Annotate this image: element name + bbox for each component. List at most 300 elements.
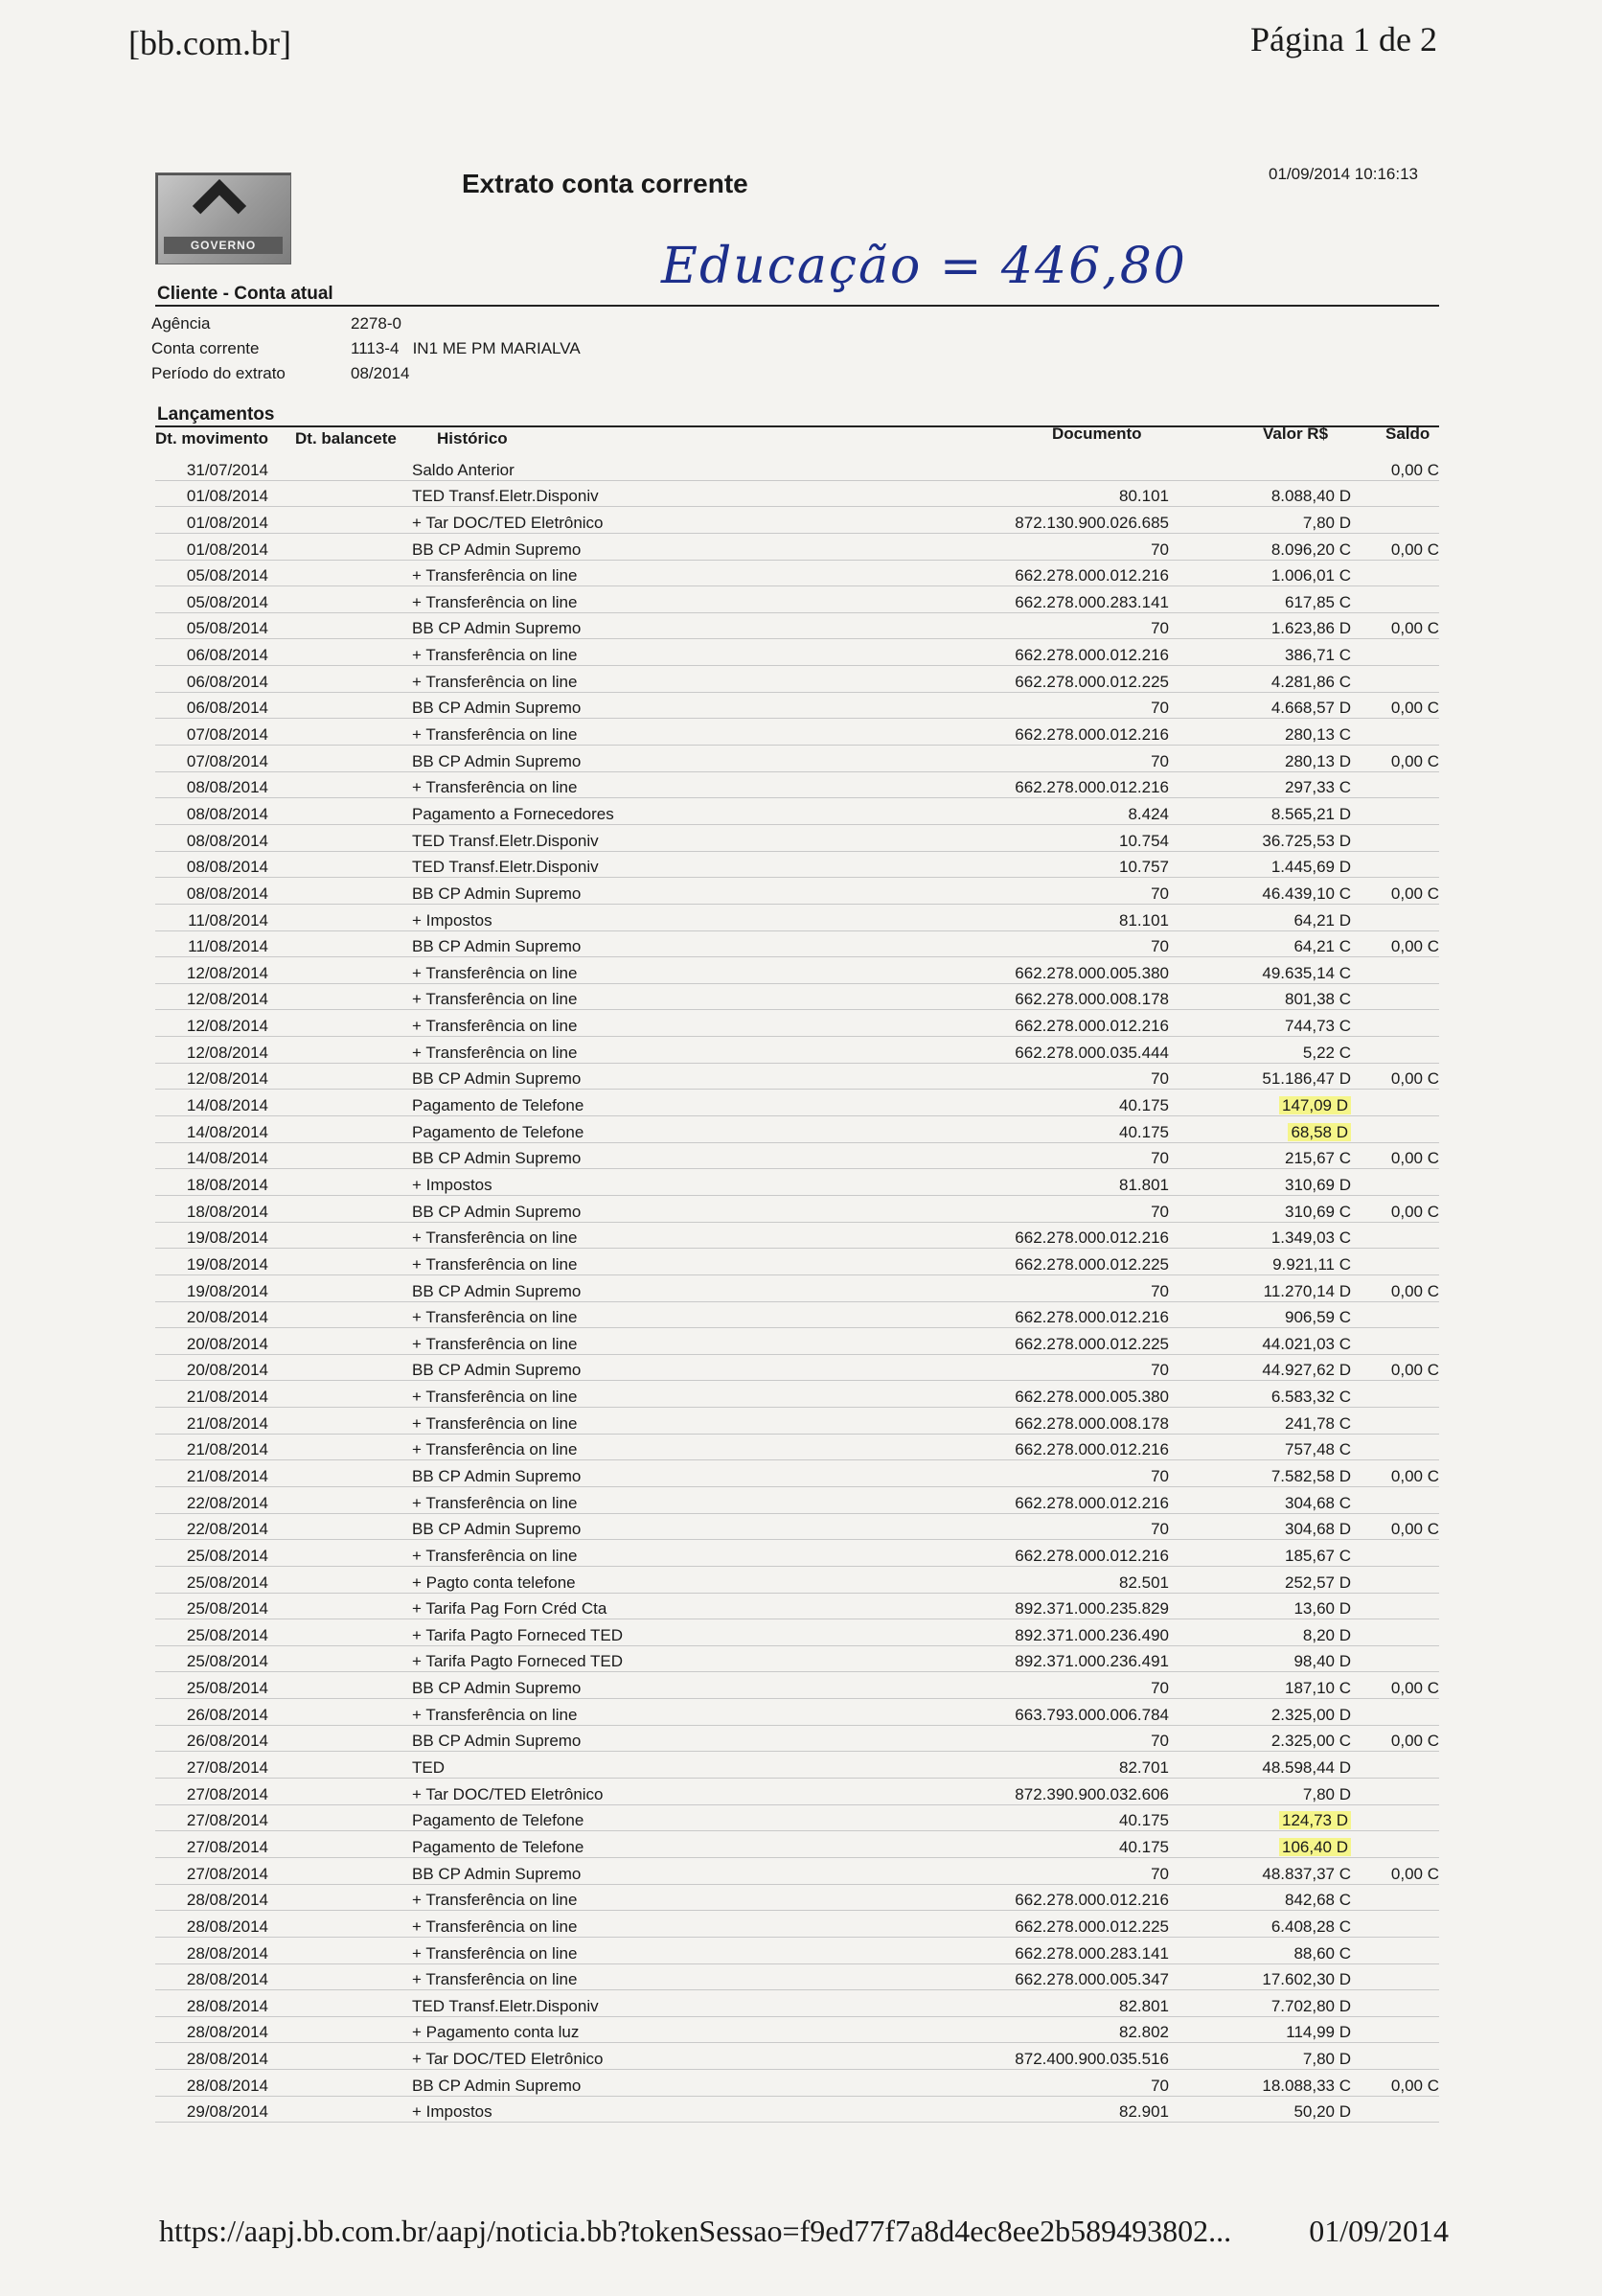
col-dt-balancete: Dt. balancete (295, 429, 397, 448)
row-saldo (1351, 1804, 1439, 1831)
row-saldo: 0,00 C (1351, 2070, 1439, 2097)
row-balancete (268, 2016, 412, 2043)
row-valor: 280,13 C (1169, 719, 1351, 746)
table-row (155, 1699, 1439, 1726)
row-saldo (1351, 957, 1439, 984)
row-historico: + Transferência on line (412, 771, 814, 798)
row-valor: 51.186,47 D (1169, 1063, 1351, 1090)
row-documento: 662.278.000.283.141 (814, 1937, 1169, 1963)
row-valor: 98,40 D (1169, 1645, 1351, 1672)
row-saldo (1351, 1593, 1439, 1619)
row-historico: + Tar DOC/TED Eletrônico (412, 1779, 814, 1805)
row-historico: + Transferência on line (412, 1222, 814, 1249)
row-valor: 8.565,21 D (1169, 798, 1351, 825)
row-historico: + Transferência on line (412, 639, 814, 666)
document-datetime: 01/09/2014 10:16:13 (1269, 165, 1418, 183)
row-historico: + Transferência on line (412, 1884, 814, 1911)
row-saldo: 0,00 C (1351, 612, 1439, 639)
bank-logo-icon (193, 179, 247, 234)
row-date: 08/08/2014 (155, 824, 268, 851)
row-balancete (268, 1381, 412, 1408)
row-balancete (268, 1645, 412, 1672)
row-balancete (268, 480, 412, 507)
row-balancete (268, 2096, 412, 2123)
row-date: 01/08/2014 (155, 507, 268, 534)
row-documento: 70 (814, 1354, 1169, 1381)
table-row (155, 1593, 1439, 1619)
row-valor: 44.927,62 D (1169, 1354, 1351, 1381)
table-row (155, 1513, 1439, 1540)
row-balancete (268, 1037, 412, 1064)
row-valor: 6.583,32 C (1169, 1381, 1351, 1408)
row-date: 28/08/2014 (155, 1884, 268, 1911)
table-row (155, 586, 1439, 613)
logo-band: GOVERNO (164, 237, 283, 254)
row-date: 22/08/2014 (155, 1486, 268, 1513)
row-date: 20/08/2014 (155, 1354, 268, 1381)
row-date: 28/08/2014 (155, 2070, 268, 2097)
row-documento: 70 (814, 1195, 1169, 1222)
table-row (155, 1540, 1439, 1567)
row-saldo (1351, 1752, 1439, 1779)
row-documento: 40.175 (814, 1831, 1169, 1858)
row-balancete (268, 1804, 412, 1831)
row-date: 25/08/2014 (155, 1566, 268, 1593)
row-date: 12/08/2014 (155, 1010, 268, 1037)
row-saldo (1351, 1699, 1439, 1726)
ledger-table (155, 454, 1439, 2123)
row-valor: 4.668,57 D (1169, 692, 1351, 719)
row-date: 27/08/2014 (155, 1831, 268, 1858)
periodo-value: 08/2014 (351, 364, 410, 382)
row-documento: 70 (814, 1672, 1169, 1699)
row-documento: 70 (814, 1063, 1169, 1090)
row-documento: 70 (814, 1513, 1169, 1540)
row-documento: 662.278.000.005.347 (814, 1963, 1169, 1990)
row-date: 18/08/2014 (155, 1169, 268, 1196)
row-saldo (1351, 1169, 1439, 1196)
row-date: 19/08/2014 (155, 1249, 268, 1275)
row-date: 21/08/2014 (155, 1408, 268, 1435)
table-row (155, 1566, 1439, 1593)
highlighted-value: 147,09 D (1279, 1096, 1351, 1114)
row-historico: + Impostos (412, 904, 814, 930)
row-balancete (268, 957, 412, 984)
row-balancete (268, 1434, 412, 1460)
row-valor: 297,33 C (1169, 771, 1351, 798)
col-dt-movimento: Dt. movimento (155, 429, 269, 448)
row-date: 25/08/2014 (155, 1619, 268, 1646)
row-saldo (1351, 1408, 1439, 1435)
row-saldo: 0,00 C (1351, 1460, 1439, 1487)
row-documento: 662.278.000.012.216 (814, 1222, 1169, 1249)
row-valor: 64,21 C (1169, 930, 1351, 957)
row-balancete (268, 1540, 412, 1567)
row-valor: 50,20 D (1169, 2096, 1351, 2123)
table-row (155, 1090, 1439, 1116)
row-date: 06/08/2014 (155, 639, 268, 666)
row-date: 25/08/2014 (155, 1540, 268, 1567)
row-historico: + Transferência on line (412, 1381, 814, 1408)
row-date: 14/08/2014 (155, 1116, 268, 1143)
table-row (155, 1752, 1439, 1779)
row-valor: 215,67 C (1169, 1142, 1351, 1169)
row-saldo: 0,00 C (1351, 454, 1439, 480)
col-saldo: Saldo (1385, 425, 1430, 443)
row-date: 27/08/2014 (155, 1804, 268, 1831)
row-valor: 185,67 C (1169, 1540, 1351, 1567)
table-row (155, 1990, 1439, 2017)
row-valor: 17.602,30 D (1169, 1963, 1351, 1990)
row-valor: 187,10 C (1169, 1672, 1351, 1699)
row-balancete (268, 1354, 412, 1381)
row-valor: 801,38 C (1169, 983, 1351, 1010)
row-historico: + Transferência on line (412, 1937, 814, 1963)
row-valor: 6.408,28 C (1169, 1911, 1351, 1938)
row-balancete (268, 2070, 412, 2097)
row-date: 28/08/2014 (155, 1937, 268, 1963)
row-balancete (268, 851, 412, 878)
row-balancete (268, 983, 412, 1010)
row-balancete (268, 1779, 412, 1805)
row-valor (1169, 1116, 1351, 1143)
row-saldo (1351, 1010, 1439, 1037)
row-historico: + Tar DOC/TED Eletrônico (412, 507, 814, 534)
table-row (155, 1195, 1439, 1222)
row-documento: 662.278.000.012.225 (814, 1911, 1169, 1938)
row-balancete (268, 1090, 412, 1116)
table-row (155, 666, 1439, 693)
row-documento: 70 (814, 746, 1169, 772)
row-valor: 8.088,40 D (1169, 480, 1351, 507)
row-valor: 4.281,86 C (1169, 666, 1351, 693)
row-date: 25/08/2014 (155, 1672, 268, 1699)
row-valor: 304,68 D (1169, 1513, 1351, 1540)
row-valor: 842,68 C (1169, 1884, 1351, 1911)
row-historico: + Tarifa Pagto Forneced TED (412, 1645, 814, 1672)
row-balancete (268, 1301, 412, 1328)
row-date: 31/07/2014 (155, 454, 268, 480)
row-date: 14/08/2014 (155, 1142, 268, 1169)
document-title: Extrato conta corrente (462, 169, 748, 198)
row-documento: 662.278.000.012.216 (814, 639, 1169, 666)
row-balancete (268, 1249, 412, 1275)
table-row (155, 560, 1439, 586)
row-date: 27/08/2014 (155, 1857, 268, 1884)
row-saldo (1351, 1779, 1439, 1805)
table-row (155, 930, 1439, 957)
row-date: 06/08/2014 (155, 692, 268, 719)
row-valor: 46.439,10 C (1169, 878, 1351, 905)
row-balancete (268, 771, 412, 798)
conta-value: 1113-4 IN1 ME PM MARIALVA (351, 339, 581, 357)
row-historico: BB CP Admin Supremo (412, 930, 814, 957)
row-balancete (268, 533, 412, 560)
row-valor: 5,22 C (1169, 1037, 1351, 1064)
row-historico: BB CP Admin Supremo (412, 878, 814, 905)
row-saldo (1351, 1116, 1439, 1143)
row-valor: 280,13 D (1169, 746, 1351, 772)
row-date: 21/08/2014 (155, 1460, 268, 1487)
table-row (155, 1831, 1439, 1858)
row-balancete (268, 1963, 412, 1990)
row-date: 14/08/2014 (155, 1090, 268, 1116)
row-documento: 82.701 (814, 1752, 1169, 1779)
row-valor (1169, 1804, 1351, 1831)
row-balancete (268, 1195, 412, 1222)
table-row (155, 1434, 1439, 1460)
row-documento: 82.901 (814, 2096, 1169, 2123)
row-balancete (268, 1699, 412, 1726)
row-historico: BB CP Admin Supremo (412, 1857, 814, 1884)
row-documento: 662.278.000.012.216 (814, 719, 1169, 746)
row-documento: 40.175 (814, 1804, 1169, 1831)
row-date: 05/08/2014 (155, 560, 268, 586)
table-row (155, 533, 1439, 560)
row-saldo (1351, 1222, 1439, 1249)
row-historico: BB CP Admin Supremo (412, 1274, 814, 1301)
row-documento: 662.278.000.012.216 (814, 1486, 1169, 1513)
row-documento: 663.793.000.006.784 (814, 1699, 1169, 1726)
row-balancete (268, 1990, 412, 2017)
row-documento: 80.101 (814, 480, 1169, 507)
row-date: 12/08/2014 (155, 1063, 268, 1090)
row-date: 20/08/2014 (155, 1328, 268, 1355)
row-valor: 241,78 C (1169, 1408, 1351, 1435)
row-documento: 70 (814, 1725, 1169, 1752)
row-documento: 10.757 (814, 851, 1169, 878)
row-balancete (268, 612, 412, 639)
row-historico: TED Transf.Eletr.Disponiv (412, 480, 814, 507)
row-balancete (268, 1408, 412, 1435)
row-balancete (268, 1566, 412, 1593)
row-historico: BB CP Admin Supremo (412, 1460, 814, 1487)
row-documento: 70 (814, 930, 1169, 957)
row-historico: + Transferência on line (412, 666, 814, 693)
row-saldo (1351, 1963, 1439, 1990)
row-saldo (1351, 904, 1439, 930)
row-balancete (268, 586, 412, 613)
row-documento: 662.278.000.012.216 (814, 1540, 1169, 1567)
row-documento: 81.801 (814, 1169, 1169, 1196)
row-documento: 662.278.000.012.216 (814, 1010, 1169, 1037)
row-saldo (1351, 1619, 1439, 1646)
table-row (155, 1857, 1439, 1884)
table-row (155, 1408, 1439, 1435)
row-date: 05/08/2014 (155, 586, 268, 613)
table-row (155, 507, 1439, 534)
row-saldo (1351, 1090, 1439, 1116)
row-saldo (1351, 1911, 1439, 1938)
row-valor: 1.006,01 C (1169, 560, 1351, 586)
row-balancete (268, 930, 412, 957)
row-date: 20/08/2014 (155, 1301, 268, 1328)
row-historico: BB CP Admin Supremo (412, 692, 814, 719)
row-documento: 662.278.000.005.380 (814, 1381, 1169, 1408)
table-row (155, 824, 1439, 851)
row-historico: + Transferência on line (412, 1911, 814, 1938)
table-row (155, 1010, 1439, 1037)
row-documento: 662.278.000.008.178 (814, 1408, 1169, 1435)
row-date: 05/08/2014 (155, 612, 268, 639)
row-saldo: 0,00 C (1351, 692, 1439, 719)
row-documento: 70 (814, 1142, 1169, 1169)
col-documento: Documento (1052, 425, 1142, 443)
row-date: 12/08/2014 (155, 957, 268, 984)
row-valor (1169, 454, 1351, 480)
row-documento: 662.278.000.035.444 (814, 1037, 1169, 1064)
row-historico: Pagamento a Fornecedores (412, 798, 814, 825)
row-historico: + Transferência on line (412, 586, 814, 613)
row-saldo (1351, 1328, 1439, 1355)
row-valor: 44.021,03 C (1169, 1328, 1351, 1355)
row-balancete (268, 2043, 412, 2070)
row-saldo: 0,00 C (1351, 1274, 1439, 1301)
row-date: 27/08/2014 (155, 1779, 268, 1805)
row-valor: 48.598,44 D (1169, 1752, 1351, 1779)
row-balancete (268, 1752, 412, 1779)
table-row (155, 1063, 1439, 1090)
row-saldo (1351, 824, 1439, 851)
footer-url: https://aapj.bb.com.br/aapj/noticia.bb?tokenSessao=f9ed77f7a8d4ec8ee2b589493802... (159, 2214, 1232, 2248)
col-historico: Histórico (437, 429, 508, 448)
table-row (155, 1804, 1439, 1831)
row-balancete (268, 824, 412, 851)
row-date: 07/08/2014 (155, 746, 268, 772)
row-valor: 1.445,69 D (1169, 851, 1351, 878)
row-valor: 617,85 C (1169, 586, 1351, 613)
row-valor: 64,21 D (1169, 904, 1351, 930)
row-balancete (268, 1460, 412, 1487)
periodo-label: Período do extrato (151, 364, 286, 382)
row-documento: 872.390.900.032.606 (814, 1779, 1169, 1805)
row-documento: 70 (814, 692, 1169, 719)
table-row (155, 1779, 1439, 1805)
table-row (155, 1354, 1439, 1381)
row-documento: 662.278.000.012.225 (814, 666, 1169, 693)
table-row (155, 1328, 1439, 1355)
row-saldo (1351, 639, 1439, 666)
row-balancete (268, 1486, 412, 1513)
row-historico: TED Transf.Eletr.Disponiv (412, 851, 814, 878)
col-valor: Valor R$ (1263, 425, 1329, 443)
row-historico: + Transferência on line (412, 1328, 814, 1355)
table-row (155, 1937, 1439, 1963)
row-date: 08/08/2014 (155, 798, 268, 825)
row-historico: BB CP Admin Supremo (412, 533, 814, 560)
row-valor: 49.635,14 C (1169, 957, 1351, 984)
row-saldo: 0,00 C (1351, 1142, 1439, 1169)
row-historico: BB CP Admin Supremo (412, 1672, 814, 1699)
row-historico: TED Transf.Eletr.Disponiv (412, 1990, 814, 2017)
row-documento: 662.278.000.012.225 (814, 1249, 1169, 1275)
row-balancete (268, 1169, 412, 1196)
row-historico: BB CP Admin Supremo (412, 746, 814, 772)
row-saldo: 0,00 C (1351, 1725, 1439, 1752)
row-saldo (1351, 1645, 1439, 1672)
table-row (155, 1725, 1439, 1752)
row-historico: Pagamento de Telefone (412, 1831, 814, 1858)
row-documento: 81.101 (814, 904, 1169, 930)
row-documento: 70 (814, 1857, 1169, 1884)
table-row (155, 1274, 1439, 1301)
row-documento: 892.371.000.236.491 (814, 1645, 1169, 1672)
row-balancete (268, 1116, 412, 1143)
row-documento: 8.424 (814, 798, 1169, 825)
row-date: 28/08/2014 (155, 1990, 268, 2017)
table-row (155, 2016, 1439, 2043)
table-row (155, 1460, 1439, 1487)
row-documento: 70 (814, 1274, 1169, 1301)
row-documento (814, 454, 1169, 480)
agencia-value: 2278-0 (351, 314, 401, 333)
row-saldo (1351, 719, 1439, 746)
row-valor: 8.096,20 C (1169, 533, 1351, 560)
row-saldo (1351, 560, 1439, 586)
row-saldo (1351, 798, 1439, 825)
row-valor: 11.270,14 D (1169, 1274, 1351, 1301)
table-row (155, 1249, 1439, 1275)
table-row (155, 1645, 1439, 1672)
row-documento: 662.278.000.008.178 (814, 983, 1169, 1010)
row-valor: 114,99 D (1169, 2016, 1351, 2043)
row-historico: + Pagto conta telefone (412, 1566, 814, 1593)
row-documento: 662.278.000.012.216 (814, 1884, 1169, 1911)
table-row (155, 1116, 1439, 1143)
row-historico: Pagamento de Telefone (412, 1804, 814, 1831)
bank-logo (155, 172, 291, 264)
table-row (155, 1222, 1439, 1249)
row-valor: 88,60 C (1169, 1937, 1351, 1963)
row-saldo: 0,00 C (1351, 746, 1439, 772)
row-date: 19/08/2014 (155, 1222, 268, 1249)
row-documento: 70 (814, 612, 1169, 639)
row-saldo (1351, 1990, 1439, 2017)
row-saldo (1351, 1249, 1439, 1275)
row-valor (1169, 1090, 1351, 1116)
row-date: 01/08/2014 (155, 533, 268, 560)
row-valor: 386,71 C (1169, 639, 1351, 666)
row-historico: Pagamento de Telefone (412, 1116, 814, 1143)
row-balancete (268, 1063, 412, 1090)
row-historico: BB CP Admin Supremo (412, 1195, 814, 1222)
row-date: 01/08/2014 (155, 480, 268, 507)
table-row (155, 454, 1439, 480)
row-saldo (1351, 1486, 1439, 1513)
row-historico: + Transferência on line (412, 1408, 814, 1435)
row-balancete (268, 1328, 412, 1355)
row-saldo (1351, 666, 1439, 693)
row-historico: TED (412, 1752, 814, 1779)
row-documento: 82.501 (814, 1566, 1169, 1593)
row-saldo (1351, 2043, 1439, 2070)
table-row (155, 719, 1439, 746)
table-row (155, 1911, 1439, 1938)
row-documento: 662.278.000.012.216 (814, 1434, 1169, 1460)
row-valor: 7,80 D (1169, 2043, 1351, 2070)
row-documento: 70 (814, 878, 1169, 905)
row-saldo (1351, 1884, 1439, 1911)
client-section-title: Cliente - Conta atual (157, 284, 333, 304)
highlighted-value: 68,58 D (1288, 1123, 1351, 1141)
row-documento: 40.175 (814, 1116, 1169, 1143)
row-saldo (1351, 507, 1439, 534)
table-row (155, 1037, 1439, 1064)
row-balancete (268, 1725, 412, 1752)
row-historico: BB CP Admin Supremo (412, 1063, 814, 1090)
row-historico: + Transferência on line (412, 719, 814, 746)
row-saldo: 0,00 C (1351, 1857, 1439, 1884)
